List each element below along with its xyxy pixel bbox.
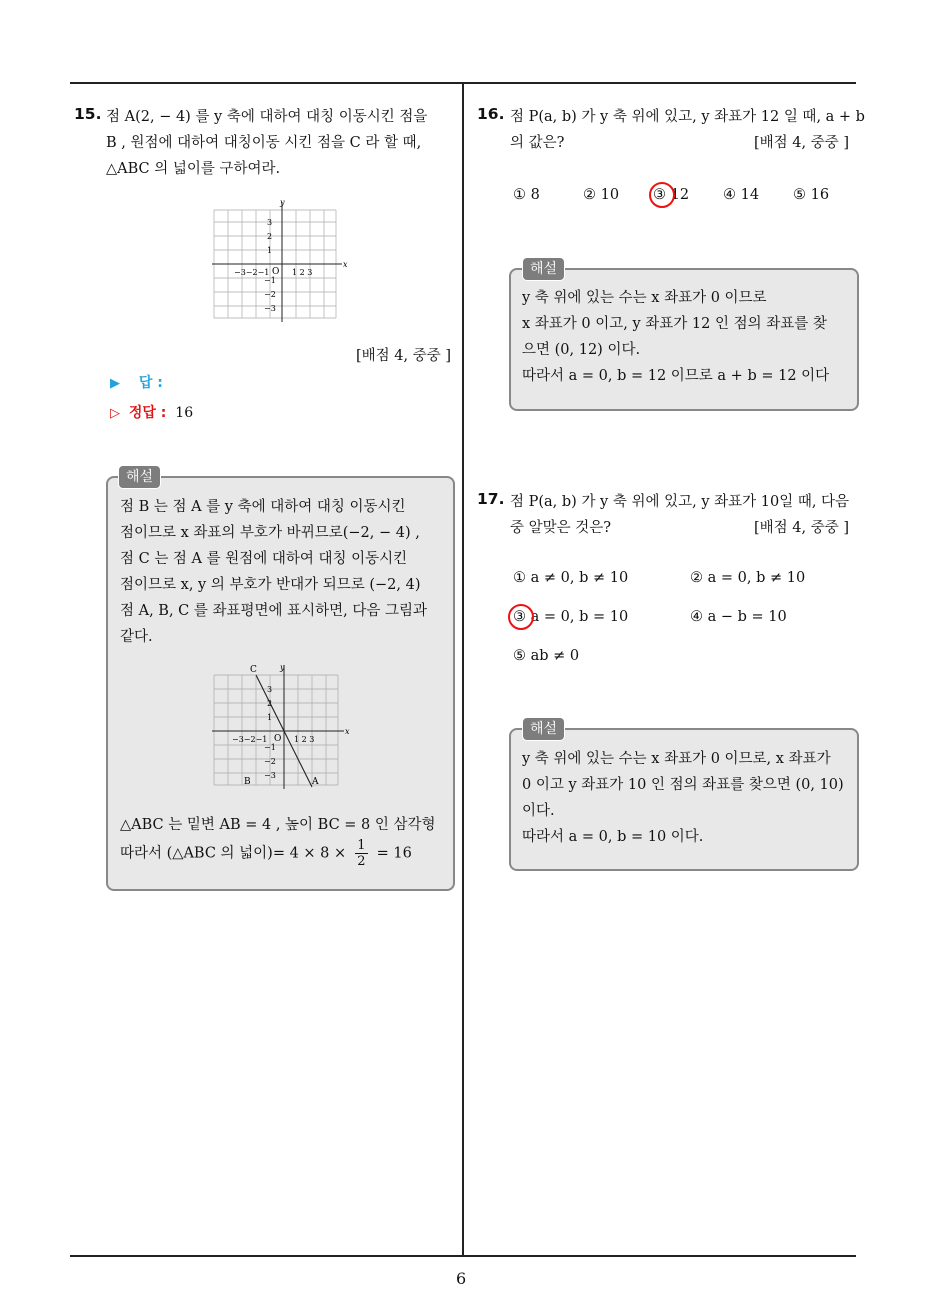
question-number: 16. bbox=[477, 105, 505, 123]
choice-1[interactable]: ① 8 bbox=[513, 187, 540, 203]
choice-3[interactable]: ③ 12 bbox=[653, 187, 690, 203]
choice-4[interactable]: ④ a − b = 10 bbox=[690, 609, 787, 625]
solution-tag: 해설 bbox=[522, 717, 565, 741]
q17-line2: 중 알맞은 것은? bbox=[510, 520, 612, 536]
choice-3[interactable]: ③ a = 0, b = 10 bbox=[513, 609, 629, 625]
choice-1[interactable]: ① a ≠ 0, b ≠ 10 bbox=[513, 570, 629, 586]
q16-line2: 의 값은? bbox=[510, 135, 565, 151]
point-label-a: A bbox=[312, 777, 319, 787]
solution-tag: 해설 bbox=[118, 465, 161, 489]
q16-sol-line: 으면 (0, 12) 이다. bbox=[522, 342, 641, 358]
y-tick: −3 bbox=[264, 304, 276, 313]
x-ticks-positive: 1 2 3 bbox=[294, 735, 315, 744]
q17-line1: 점 P(a, b) 가 y 축 위에 있고, y 좌표가 10일 때, 다음 bbox=[510, 494, 850, 510]
question-16 bbox=[477, 104, 504, 123]
correct-label: 정답 : bbox=[128, 405, 167, 421]
y-tick: −2 bbox=[264, 290, 276, 299]
y-tick: 3 bbox=[267, 218, 273, 227]
y-tick: 2 bbox=[267, 232, 273, 241]
question-number: 15. bbox=[74, 105, 102, 123]
x-ticks-negative: −3−2−1 bbox=[232, 735, 268, 744]
question-17 bbox=[477, 489, 504, 508]
answer-row bbox=[110, 372, 163, 392]
answer-label: 답 : bbox=[138, 375, 163, 391]
bottom-rule bbox=[70, 1255, 856, 1257]
y-axis-label: y bbox=[280, 198, 285, 207]
choice-5[interactable]: ⑤ ab ≠ 0 bbox=[513, 648, 580, 664]
x-ticks-negative: −3−2−1 bbox=[234, 268, 270, 277]
conclusion-result: = 16 bbox=[376, 845, 412, 862]
q16-sol-line: x 좌표가 0 이고, y 좌표가 12 인 점의 좌표를 찾 bbox=[522, 316, 827, 332]
q15-sol-line: 점 A, B, C 를 좌표평면에 표시하면, 다음 그림과 bbox=[120, 603, 428, 619]
correct-value: 16 bbox=[175, 405, 194, 421]
choice-4[interactable]: ④ 14 bbox=[723, 187, 760, 203]
question-number: 17. bbox=[477, 490, 505, 508]
q15-score: [배점 4, 중중 ] bbox=[356, 348, 452, 364]
y-tick: −1 bbox=[264, 743, 276, 752]
y-axis-label: y bbox=[280, 663, 285, 672]
correct-answer-row bbox=[110, 402, 193, 422]
column-divider bbox=[462, 82, 464, 1256]
q17-sol-line: 따라서 a = 0, b = 10 이다. bbox=[522, 829, 704, 845]
q15-solution-graph bbox=[210, 663, 350, 791]
x-axis-label: x bbox=[343, 260, 348, 269]
q15-sol-line: 같다. bbox=[120, 629, 153, 645]
q16-score: [배점 4, 중중 ] bbox=[754, 135, 850, 151]
origin-label: O bbox=[274, 734, 282, 744]
y-tick: 2 bbox=[267, 699, 273, 708]
y-tick: 1 bbox=[267, 246, 273, 255]
q17-score: [배점 4, 중중 ] bbox=[754, 520, 850, 536]
q15-sol-line: 점 B 는 점 A 를 y 축에 대하여 대칭 이동시킨 bbox=[120, 499, 406, 515]
q15-line3: △ABC 의 넓이를 구하여라. bbox=[106, 161, 281, 177]
selected-choice-mark bbox=[508, 604, 534, 630]
q16-sol-line: y 축 위에 있는 수는 x 좌표가 0 이므로 bbox=[522, 290, 767, 306]
fraction-denominator: 2 bbox=[357, 854, 366, 869]
q15-sol-conclusion2 bbox=[120, 838, 412, 872]
x-ticks-positive: 1 2 3 bbox=[292, 268, 313, 277]
q16-line1: 점 P(a, b) 가 y 축 위에 있고, y 좌표가 12 일 때, a + b bbox=[510, 109, 865, 125]
q15-sol-line: 점 C 는 점 A 를 원점에 대하여 대칭 이동시킨 bbox=[120, 551, 408, 567]
y-tick: −2 bbox=[264, 757, 276, 766]
question-15 bbox=[74, 104, 101, 123]
point-label-c: C bbox=[250, 665, 257, 675]
selected-choice-mark bbox=[649, 182, 675, 208]
y-tick: 1 bbox=[267, 713, 273, 722]
q16-sol-line: 따라서 a = 0, b = 12 이므로 a + b = 12 이다 bbox=[522, 368, 830, 384]
q15-line1: 점 A(2, − 4) 를 y 축에 대하여 대칭 이동시킨 점을 bbox=[106, 109, 428, 125]
point-label-b: B bbox=[244, 777, 251, 787]
q17-sol-line: y 축 위에 있는 수는 x 좌표가 0 이므로, x 좌표가 bbox=[522, 751, 831, 767]
fraction-numerator: 1 bbox=[357, 838, 366, 853]
fraction bbox=[355, 838, 367, 869]
q15-sol-conclusion1: △ABC 는 밑변 AB = 4 , 높이 BC = 8 인 삼각형 bbox=[120, 817, 436, 833]
y-tick: −3 bbox=[264, 771, 276, 780]
page-number: 6 bbox=[456, 1269, 467, 1288]
solution-tag: 해설 bbox=[522, 257, 565, 281]
conclusion-text: 따라서 (△ABC 의 넓이)= 4 × 8 × bbox=[120, 845, 347, 862]
correct-arrow-icon: ▷ bbox=[110, 406, 120, 421]
answer-arrow-icon: ▶ bbox=[110, 376, 120, 391]
q15-coordinate-grid bbox=[210, 198, 350, 326]
q15-sol-line: 점이므로 x, y 의 부호가 반대가 되므로 (−2, 4) bbox=[120, 577, 421, 593]
choice-2[interactable]: ② 10 bbox=[583, 187, 620, 203]
y-tick: 3 bbox=[267, 685, 273, 694]
q15-sol-line: 점이므로 x 좌표의 부호가 바뀌므로(−2, − 4) , bbox=[120, 525, 420, 541]
q17-sol-line: 이다. bbox=[522, 803, 555, 819]
choice-2[interactable]: ② a = 0, b ≠ 10 bbox=[690, 570, 806, 586]
x-axis-label: x bbox=[345, 727, 350, 736]
q15-line2: B , 원점에 대하여 대칭이동 시킨 점을 C 라 할 때, bbox=[106, 135, 422, 151]
origin-label: O bbox=[272, 267, 280, 277]
q17-sol-line: 0 이고 y 좌표가 10 인 점의 좌표를 찾으면 (0, 10) bbox=[522, 777, 844, 793]
y-tick: −1 bbox=[264, 276, 276, 285]
choice-5[interactable]: ⑤ 16 bbox=[793, 187, 830, 203]
